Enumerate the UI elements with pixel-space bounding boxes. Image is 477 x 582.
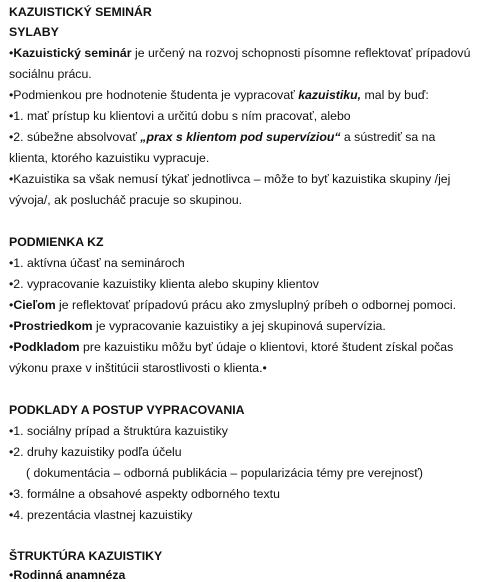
list-sub-item: ( dokumentácia – odborná publikácia – popularizácia témy pre verejnosť): [26, 466, 423, 480]
bold-italic-term: „prax s klientom pod supervíziou“: [140, 130, 341, 144]
bold-italic-term: kazuistiku,: [298, 88, 362, 102]
list-item: [9, 340, 453, 354]
list-item: [9, 319, 386, 333]
text-span: je určený na rozvoj schopnosti písomne reflektovať prípadovú: [131, 46, 471, 60]
text-span: pre kazuistiku môžu byť údaje o klientovi, ktoré študent získal počas: [79, 340, 454, 354]
bullet: •: [9, 46, 14, 60]
list-item: •1. sociálny prípad a štruktúra kazuistiky: [9, 424, 228, 438]
paragraph-line: [9, 130, 435, 144]
section-heading-podmienka: PODMIENKA KZ: [9, 235, 104, 249]
section-heading-struktura: ŠTRUKTÚRA KAZUISTIKY: [9, 549, 163, 563]
text-span: a sústrediť sa na: [340, 130, 436, 144]
paragraph-line: sociálnu prácu.: [9, 67, 92, 81]
text-span: je reflektovať prípadovú prácu ako zmysluplný príbeh o odbornej pomoci.: [55, 298, 457, 312]
list-item: •3. formálne a obsahové aspekty odborného textu: [9, 487, 280, 501]
paragraph-line: výkonu praxe v inštitúcii starostlivosti o klienta.•: [9, 361, 267, 375]
text-span: je vypracovanie kazuistiky a jej skupinová supervízia.: [92, 319, 386, 333]
bold-term: Kazuistický seminár: [13, 46, 132, 60]
text-span: •2. súbežne absolvovať: [9, 130, 141, 144]
text-span: •Podmienkou pre hodnotenie študenta je vypracovať: [9, 88, 299, 102]
paragraph-line: [9, 88, 429, 102]
text-span: mal by buď:: [361, 88, 429, 102]
list-item: [9, 568, 125, 582]
list-item: [9, 298, 456, 312]
bold-term: Podkladom: [13, 340, 80, 354]
list-item: •4. prezentácia vlastnej kazuistiky: [9, 508, 193, 522]
list-item: •2. vypracovanie kazuistiky klienta alebo skupiny klientov: [9, 277, 319, 291]
bullet: •: [9, 340, 14, 354]
bold-term: Rodinná anamnéza: [13, 568, 126, 582]
bullet: •: [9, 298, 14, 312]
bold-term: Cieľom: [13, 298, 56, 312]
paragraph-line: klienta, ktorého kazuistiku vypracuje.: [9, 151, 210, 165]
document-title: KAZUISTICKÝ SEMINÁR: [9, 5, 152, 19]
bold-term: Prostriedkom: [13, 319, 93, 333]
paragraph-line: [9, 46, 470, 60]
bullet: •: [9, 319, 14, 333]
list-item: •1. aktívna účasť na seminároch: [9, 256, 185, 270]
paragraph-line: •Kazuistika sa však nemusí týkať jednotlivca – môže to byť kazuistika skupiny /jej: [9, 172, 451, 186]
section-heading-podklady: PODKLADY A POSTUP VYPRACOVANIA: [9, 403, 245, 417]
bullet: •: [9, 568, 14, 582]
list-item: •2. druhy kazuistiky podľa účelu: [9, 445, 182, 459]
paragraph-line: •1. mať prístup ku klientovi a určitú dobu s ním pracovať, alebo: [9, 109, 351, 123]
section-heading-sylaby: SYLABY: [9, 25, 59, 39]
paragraph-line: vývoja/, ak poslucháč pracuje so skupinou.: [9, 193, 243, 207]
